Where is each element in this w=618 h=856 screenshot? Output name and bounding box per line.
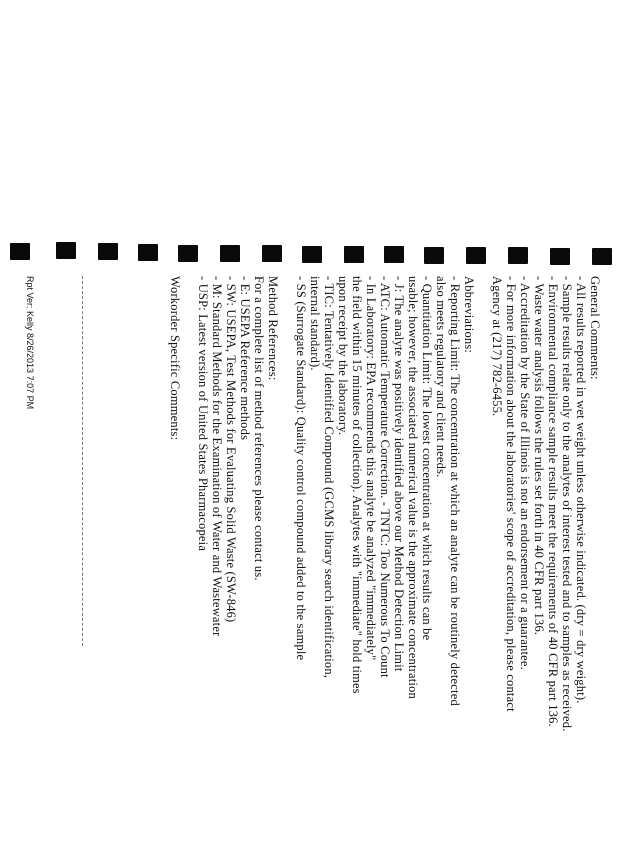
comment-line: - Environmental compliance sample results meet the requirements of 40 CFR part 136. <box>546 276 560 727</box>
abbreviation-line: - Quantitation Limit: The lowest concentration at which results can be <box>420 276 434 641</box>
abbreviation-line: upon receipt by the laboratory. <box>336 276 350 436</box>
comment-line: - Waste water analysis follows the rules set forth in 40 CFR part 136. <box>532 276 546 636</box>
abbreviation-line: also meets regulatory and client needs. <box>434 276 448 478</box>
method-reference-line: - SW: USEPA, Test Methods for Evaluating Solid Waste (SW-846) <box>224 276 238 623</box>
method-reference-line: - E: USEPA Reference methods <box>238 276 252 441</box>
comment-line: - Sample results relate only to the analytes of interest tested and to samples as received. <box>560 276 574 732</box>
section-heading-general-comments: General Comments: <box>588 276 602 380</box>
abbreviation-line: - J: The analyte was positively identified above our Method Detection Limit <box>392 276 406 672</box>
method-reference-line: For a complete list of method references please contact us. <box>252 276 266 581</box>
comment-line: - Accreditation by the State of Illinois is not an endorsement or a guarantee. <box>518 276 532 670</box>
section-heading-abbreviations: Abbreviations: <box>462 276 476 354</box>
comment-line: Agency at (217) 782-6455. <box>490 276 504 417</box>
abbreviation-line: - In Laboratory: EPA recommends this analyte be analyzed "immediately" <box>364 276 378 661</box>
method-reference-line: - M: Standard Methods for the Examination of Water and Wastewater <box>210 276 224 637</box>
section-heading-workorder-comments: Workorder Specific Comments: <box>168 276 182 441</box>
abbreviation-line: - SS (Surrogate Standard): Quality control compound added to the sample <box>294 276 308 661</box>
footer-divider <box>82 276 83 646</box>
comment-line: - For more information about the laboratories' scope of accreditation, please contact <box>504 276 518 712</box>
abbreviation-line: - TIC: Tentatively Identified Compound (GCMS library search identification, <box>322 276 336 679</box>
comment-line: - All results reported in wet weight unless otherwise indicated. (dry = dry weight). <box>574 276 588 704</box>
abbreviation-line: the field within 15 minutes of collection). Analytes with "immediate" hold times <box>350 276 364 694</box>
section-heading-method-references: Method References: <box>266 276 280 381</box>
abbreviation-line: - ATC: Automatic Temperature Correction. - TNTC: Too Numerous To Count <box>378 276 392 678</box>
rotated-document-page <box>0 256 618 856</box>
abbreviation-line: internal standard). <box>308 276 322 371</box>
method-reference-line: - USP: Latest version of United States Pharmacopeia <box>196 276 210 552</box>
report-version-footer: Rpt Ver: Kelly 8/26/2013 7:07 PM <box>25 276 35 410</box>
abbreviation-line: - Reporting Limit: The concentration at which an analyte can be routinely detected <box>448 276 462 706</box>
abbreviation-line: usable; however, the associated numerical value is the approximate concentration <box>406 276 420 699</box>
